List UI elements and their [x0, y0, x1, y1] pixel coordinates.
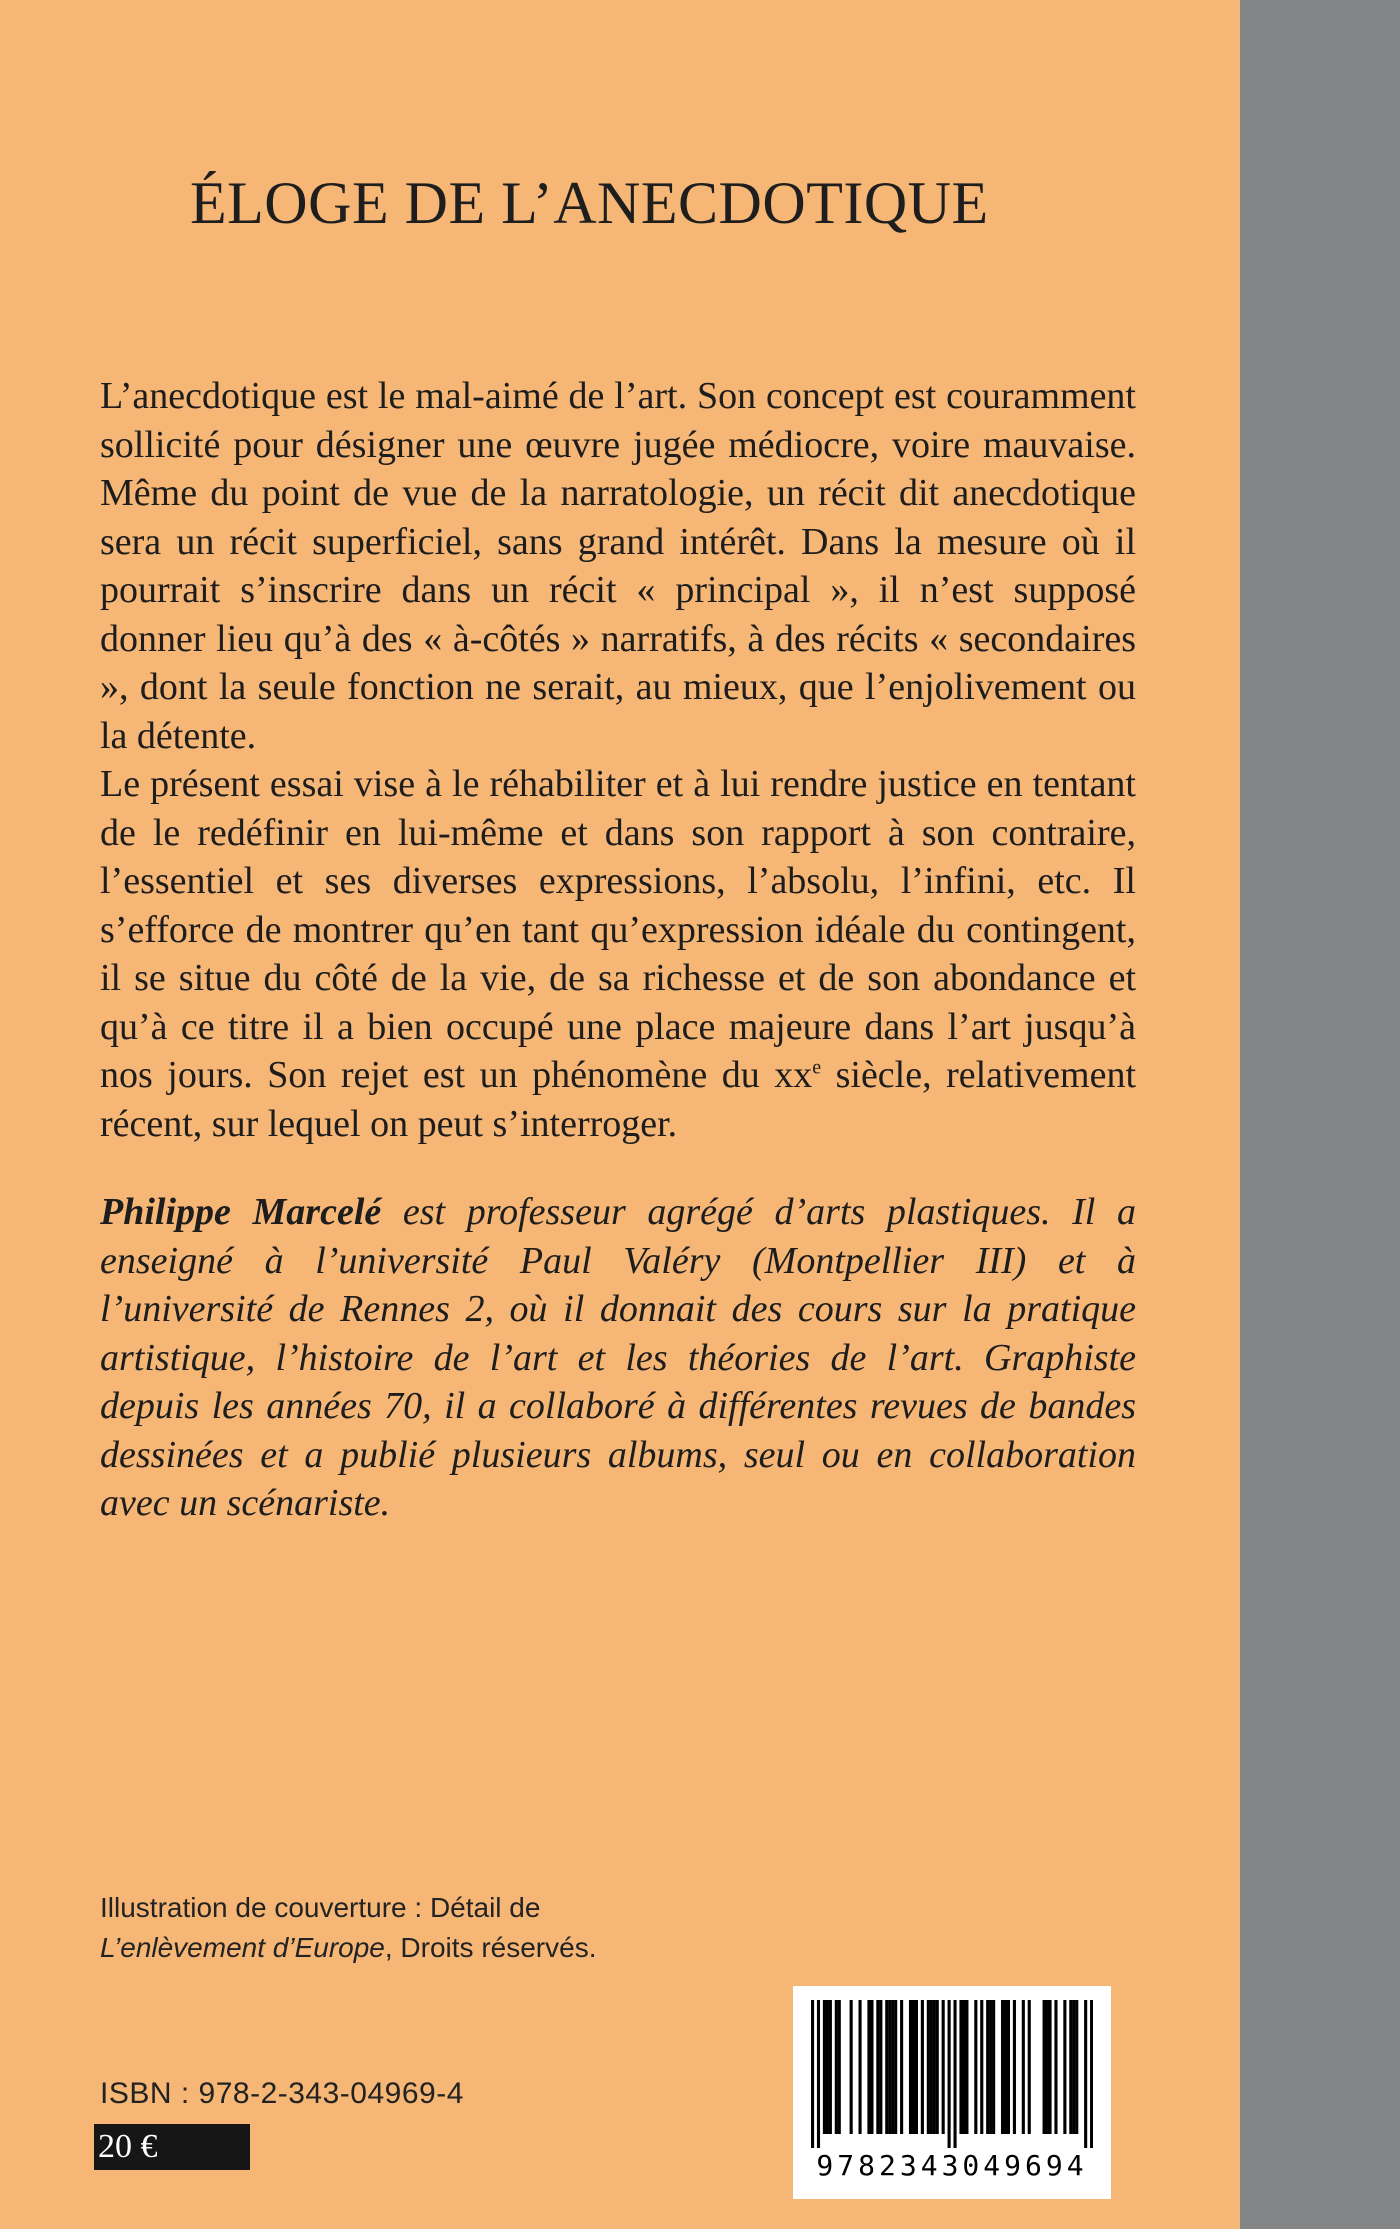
barcode-bar — [1001, 2000, 1004, 2134]
barcode-bar — [1069, 2000, 1072, 2134]
barcode-bar — [974, 2000, 977, 2134]
barcode-bar — [1007, 2000, 1010, 2134]
barcode-bar — [1072, 2000, 1075, 2134]
barcode-bar — [1004, 2000, 1007, 2134]
barcode-bar — [927, 2000, 930, 2134]
barcode-bar — [1054, 2000, 1057, 2134]
barcode-bar — [942, 2000, 945, 2134]
barcode-bar — [826, 2000, 829, 2134]
barcode-bar — [962, 2000, 965, 2134]
spine-strip — [1240, 0, 1400, 2229]
cover-credits — [100, 1888, 596, 1968]
barcode-bar — [829, 2000, 832, 2134]
barcode-bar — [885, 2000, 888, 2134]
isbn-label: ISBN : 978-2-343-04969-4 — [100, 2077, 464, 2110]
barcode-bar — [915, 2000, 918, 2134]
barcode-bar — [835, 2000, 838, 2134]
barcode-bar — [909, 2000, 912, 2134]
barcode-bar — [900, 2000, 903, 2134]
book-title: ÉLOGE DE L’ANECDOTIQUE — [190, 170, 989, 236]
barcode-bar — [850, 2000, 853, 2134]
barcode-bar — [953, 2000, 956, 2148]
barcode-bar — [823, 2000, 826, 2134]
paragraph-2-main: Le présent essai vise à le réhabiliter et à lui rendre justice en tentant de le redéfinir en lui-même et dans son rapport à son contraire, l’essentiel et ses diverses expressions, l’absolu, l’infini, etc. Il s’efforce de montrer qu’en tant qu’expression idéale du contingent, il se situe du côté de la vie, de sa richesse et de son abondance et qu’à ce titre il a bien occupé une place majeure dans l’art jusqu’à nos jours. Son rejet est un phénomène du — [100, 763, 1136, 1096]
barcode — [793, 1986, 1111, 2199]
barcode-bar — [959, 2000, 962, 2134]
paragraph-2-end: siècle, relativement récent, sur lequel on peut s’interroger. — [100, 1054, 1136, 1145]
barcode-bar — [1063, 2000, 1066, 2134]
barcode-bar — [921, 2000, 924, 2134]
century-label: xx — [774, 1054, 813, 1096]
barcode-bar — [1028, 2000, 1031, 2134]
artwork-title: L’enlèvement d’Europe — [100, 1932, 385, 1963]
barcode-bar — [858, 2000, 861, 2134]
author-bio-text — [100, 1188, 1136, 1528]
credits-rights: , Droits réservés. — [384, 1932, 597, 1963]
summary-paragraph-1-text: L’anecdotique est le mal-aimé de l’art. Son concept est couramment sollicité pour désigner une œuvre jugée médiocre, voire mauvaise. Même du point de vue de la narratologie, un récit dit anecdotique sera un récit superficiel, sans grand intérêt. Dans la mesure où il pourrait s’inscrire dans un récit « principal », il n’est supposé donner lieu qu’à des « à-côtés » narratifs, à des récits « secondaires », dont la seule fonction ne serait, au mieux, que l’enjolivement ou la détente. — [100, 375, 1136, 757]
barcode-bar — [1075, 2000, 1078, 2134]
barcode-bar — [876, 2000, 879, 2134]
barcode-digits: 9782343049694 — [816, 2149, 1088, 2182]
barcode-bar — [838, 2000, 841, 2134]
credits-line-1: Illustration de couverture : Détail de — [100, 1892, 541, 1923]
barcode-bar — [888, 2000, 891, 2134]
barcode-bar — [1013, 2000, 1016, 2134]
author-bio-body: est professeur agrégé d’arts plastiques. Il a enseigné à l’université Paul Valéry (Montpellier III) et à l’université de Rennes 2, où il donnait des cours sur la pratique artistique, l’histoire de l’art et les théories de l’art. Graphiste depuis les années 70, il a collaboré à différentes revues de bandes dessinées et a publié plusieurs albums, seul ou en collaboration avec un scénariste. — [100, 1191, 1136, 1524]
barcode-bar — [992, 2000, 995, 2134]
price-tag: 20 € — [94, 2124, 250, 2170]
barcode-bar — [1022, 2000, 1025, 2134]
barcode-bar — [936, 2000, 939, 2134]
barcode-bar — [867, 2000, 870, 2134]
barcode-bar — [980, 2000, 983, 2134]
barcode-bar — [1046, 2000, 1049, 2134]
barcode-bar — [933, 2000, 936, 2134]
summary-paragraph-2-text — [100, 760, 1136, 1148]
century-superscript: e — [812, 1056, 822, 1079]
barcode-bar — [870, 2000, 873, 2134]
barcode-bar — [986, 2000, 989, 2134]
barcode-bar — [811, 2000, 814, 2148]
summary-paragraph-2 — [100, 760, 1136, 1148]
author-name: Philippe Marcelé — [100, 1191, 382, 1233]
barcode-bar — [1048, 2000, 1051, 2134]
barcode-bar — [1043, 2000, 1046, 2134]
barcode-bar — [965, 2000, 968, 2134]
barcode-bar — [989, 2000, 992, 2134]
barcode-bar — [912, 2000, 915, 2134]
barcode-bars — [811, 2000, 1093, 2148]
barcode-bar — [1090, 2000, 1093, 2148]
barcode-bar — [891, 2000, 894, 2134]
barcode-bar — [948, 2000, 951, 2148]
barcode-bar — [894, 2000, 897, 2134]
credits-line-2 — [100, 1928, 596, 1968]
author-bio — [100, 1188, 1136, 1528]
summary-paragraph-1 — [100, 372, 1136, 760]
barcode-bar — [817, 2000, 820, 2148]
barcode-bar — [879, 2000, 882, 2134]
barcode-bar — [930, 2000, 933, 2134]
barcode-bar — [1084, 2000, 1087, 2148]
